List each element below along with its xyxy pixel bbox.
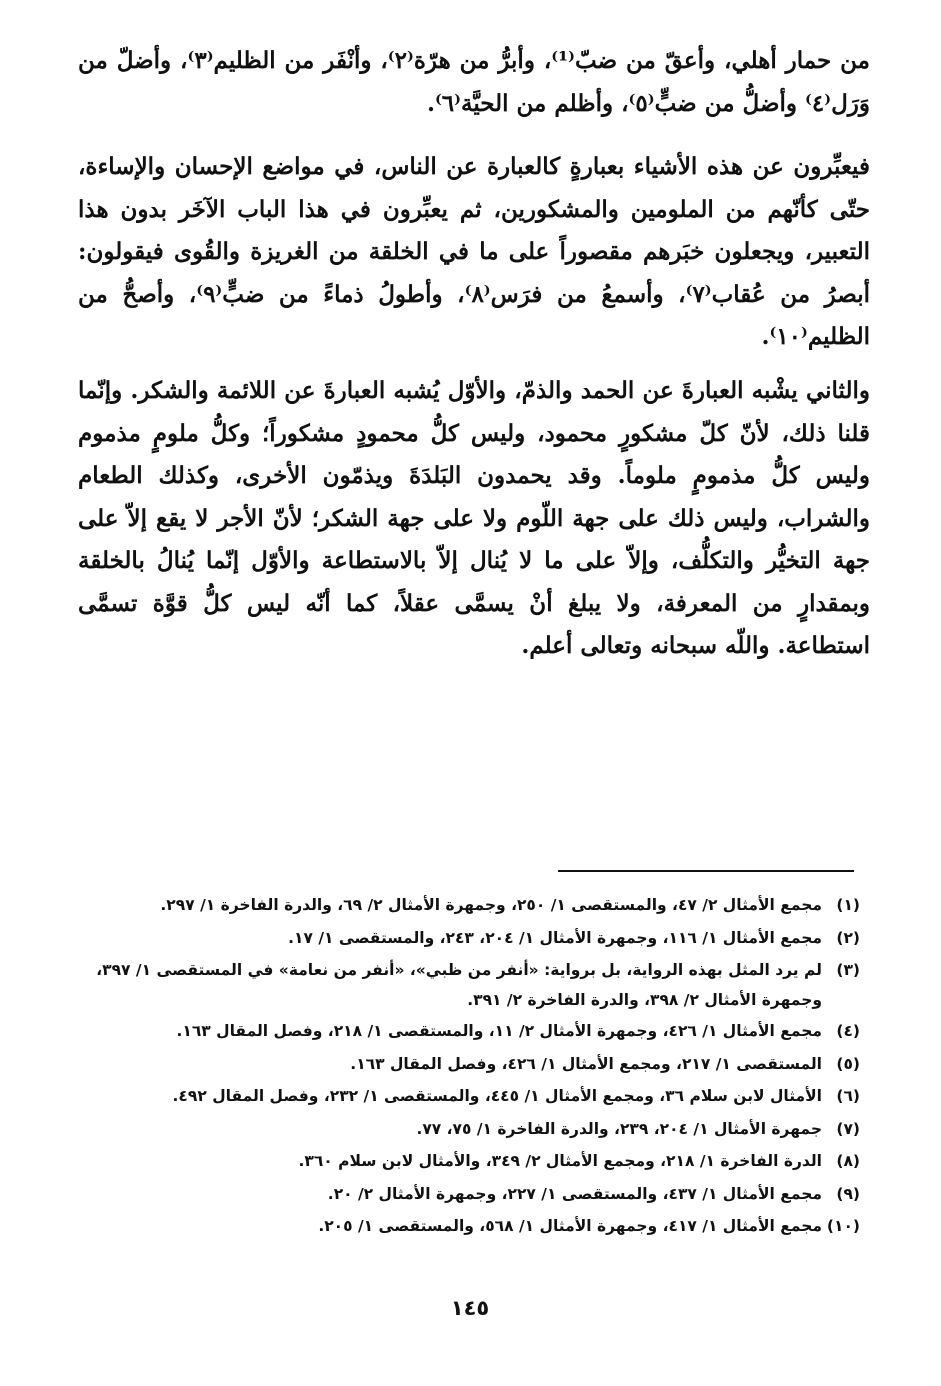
footnote-3 <box>70 954 860 1015</box>
footnotes-list <box>70 889 860 1243</box>
footnote-number: (٤) <box>836 1022 860 1040</box>
footnote-separator-rule <box>558 870 854 872</box>
footnote-4 <box>70 1015 860 1048</box>
footnote-text: مجمع الأمثال ١/ ١١٦، وجمهرة الأمثال ١/ ٢٠٤، ٢٤٣، والمستقصى ١/ ١٧. <box>288 928 822 947</box>
footnote-1 <box>70 889 860 922</box>
body-paragraph-2: فيعبِّرون عن هذه الأشياء بعبارةٍ كالعبارة عن الناس، في مواضع الإحسان والإساءة، حتّى كأنّهم من الملومين والمشكورين، ثم يعبِّرون في هذا الباب الآخَر بدون هذا التعبير، ويجعلون خبَرهم مقصوراً على ما في الخلقة من الغريزة والقُوى فيقولون: أبصرُ من عُقاب⁽٧⁾، وأسمعُ من فرَس⁽٨⁾، وأطولُ ذماءً من ضبٍّ⁽٩⁾، وأصحُّ من الظليم⁽١٠⁾. <box>78 153 870 350</box>
page-number: ١٤٥ <box>450 1296 490 1320</box>
footnote-number: (٣) <box>836 961 860 979</box>
footnote-number: (١) <box>836 896 860 914</box>
body-paragraph-1: من حمار أهلي، وأعقّ من ضبّ⁽¹⁾، وأبرُّ من هرّة⁽٢⁾، وأنْفَر من الظليم⁽٣⁾، وأضلّ من وَرَل⁽٤⁾ وأضلُّ من ضبٍّ⁽٥⁾، وأظلم من الحيَّة⁽٦⁾. <box>78 47 870 117</box>
footnote-8 <box>70 1145 860 1178</box>
footnote-number: (٢) <box>836 928 860 947</box>
footnote-text: الدرة الفاخرة ١/ ٢١٨، ومجمع الأمثال ٢/ ٣٤٩، والأمثال لابن سلام ٣٦٠. <box>298 1152 822 1170</box>
footnote-text: مجمع الأمثال ١/ ٤٢٦، وجمهرة الأمثال ٢/ ١١، والمستقصى ١/ ٢١٨، وفصل المقال ١٦٣. <box>176 1022 822 1040</box>
footnote-6 <box>70 1080 860 1113</box>
footnote-9 <box>70 1178 860 1211</box>
footnote-text: مجمع الأمثال ١/ ٤٣٧، والمستقصى ١/ ٢٢٧، وجمهرة الأمثال ٢/ ٢٠. <box>327 1184 822 1203</box>
footnote-text: المستقصى ١/ ٢١٧، ومجمع الأمثال ١/ ٤٢٦، وفصل المقال ١٦٣. <box>350 1054 822 1073</box>
footnote-text: لم يرد المثل بهذه الرواية، بل برواية: «أنفر من ظبي»، «أنفر من نعامة» في المستقصى ١/ ٣٩٧، وجمهرة الأمثال ٢/ ٣٩٨، والدرة الفاخرة ٢/ ٣٩١. <box>96 961 822 1009</box>
footnote-text: الأمثال لابن سلام ٣٦، ومجمع الأمثال ١/ ٤٤٥، والمستقصى ١/ ٢٣٢، وفصل المقال ٤٩٢. <box>172 1087 822 1105</box>
footnote-number: (٨) <box>836 1152 860 1170</box>
footnote-text: مجمع الأمثال ١/ ٤١٧، وجمهرة الأمثال ١/ ٥٦٨، والمستقصى ١/ ٢٠٥. <box>318 1217 822 1235</box>
footnote-number: (١٠) <box>826 1217 860 1235</box>
footnote-number: (٥) <box>836 1054 860 1073</box>
body-paragraph-3: والثاني يشْبه العبارةَ عن الحمد والذمّ، والأوّل يُشبه العبارةَ عن اللائمة والشكر. وإنّما قلنا ذلك، لأنّ كلّ مشكورٍ محمود، وليس كلُّ محمودٍ مشكوراً؛ وكلُّ ملومٍ مذموم وليس كلُّ مذمومٍ ملوماً. وقد يحمدون البَلدَةَ ويذمّون الأخرى، وكذلك الطعام والشراب، وليس ذلك على جهة اللّوم ولا على جهة الشكر؛ لأنّ الأجر لا يقع إلاّ على جهة التخيُّر والتكلُّف، وإلاّ على ما لا يُنال إلاّ بالاستطاعة والأوّل إنّما يُنالُ بالخلقة وبمقدارٍ من المعرفة، ولا يبلغ أنْ يسمَّى عقلاً، كما أنّه ليس كلُّ قوَّة تسمَّى استطاعة. واللّه سبحانه وتعالى أعلم. <box>78 377 870 659</box>
footnote-2 <box>70 922 860 955</box>
footnote-7 <box>70 1113 860 1146</box>
footnote-text: مجمع الأمثال ٢/ ٤٧، والمستقصى ١/ ٢٥٠، وجمهرة الأمثال ٢/ ٦٩، والدرة الفاخرة ١/ ٢٩٧. <box>160 896 822 914</box>
footnote-number: (٧) <box>836 1119 860 1138</box>
footnote-text: جمهرة الأمثال ١/ ٢٠٤، ٢٣٩، والدرة الفاخرة ١/ ٧٥، ٧٧. <box>416 1119 822 1138</box>
footnote-number: (٦) <box>836 1087 860 1105</box>
footnote-10 <box>70 1210 860 1243</box>
footnote-number: (٩) <box>836 1184 860 1203</box>
footnote-5 <box>70 1048 860 1081</box>
